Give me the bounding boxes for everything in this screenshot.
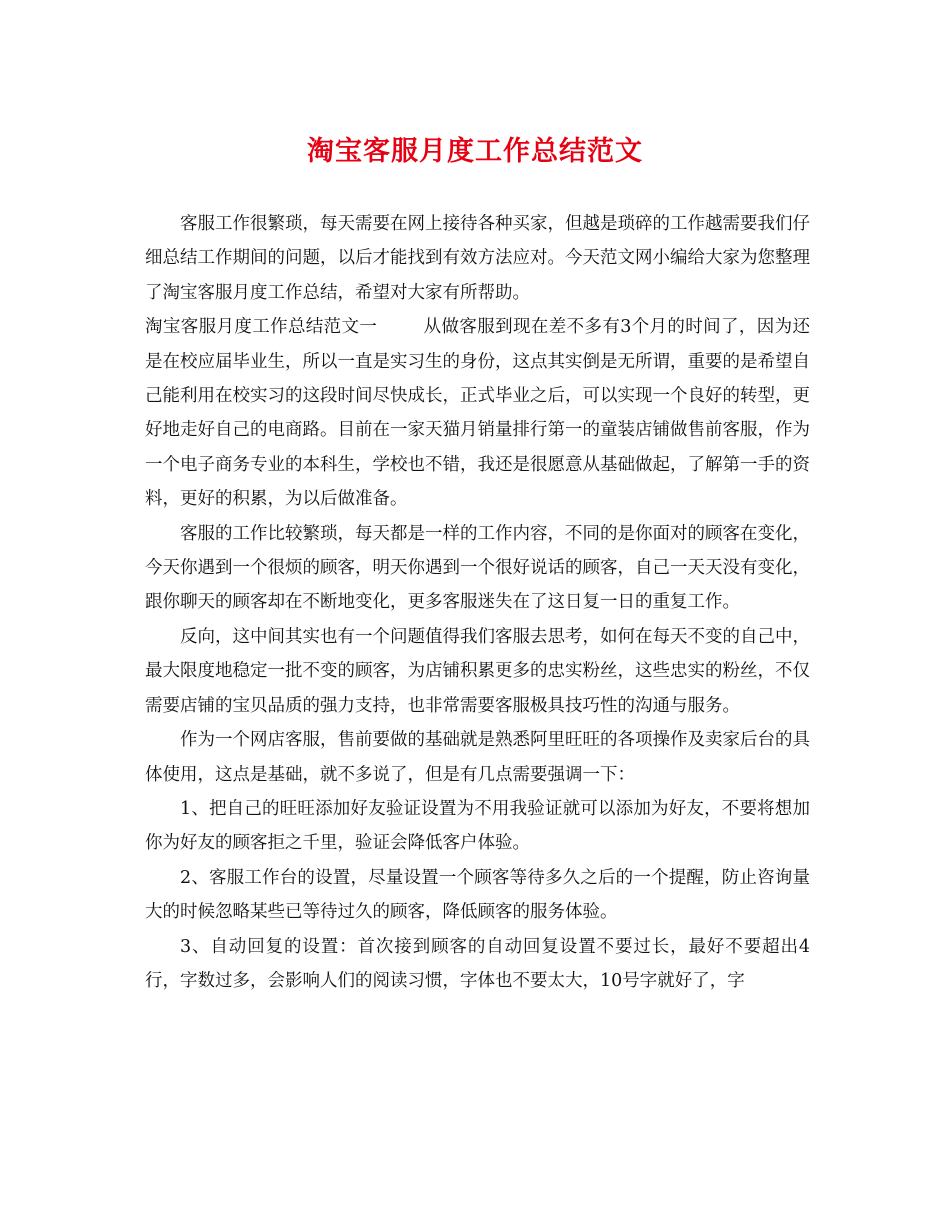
document-title: 淘宝客服月度工作总结范文 — [307, 136, 643, 167]
list-item-3: 3、自动回复的设置：首次接到顾客的自动回复设置不要过长，最好不要超出4行，字数过多，会影响人们的阅读习惯，字体也不要太大，10号字就好了，字 — [145, 936, 810, 991]
list-item-2: 2、客服工作台的设置，尽量设置一个顾客等待多久之后的一个提醒，防止咨询量大的时候忽略某些已等待过久的顾客，降低顾客的服务体验。 — [145, 867, 810, 923]
list-item-1: 1、把自己的旺旺添加好友验证设置为不用我验证就可以添加为好友，不要将想加你为好友的顾客拒之千里，验证会降低客户体验。 — [145, 798, 810, 854]
work-routine-paragraph: 客服的工作比较繁琐，每天都是一样的工作内容，不同的是你面对的顾客在变化，今天你遇到一个很烦的顾客，明天你遇到一个很好说话的顾客，自己一天天没有变化，跟你聊天的顾客却在不断地变化，更多客服迷失在了这日复一日的重复工作。 — [145, 523, 810, 613]
reflection-paragraph: 反向，这中间其实也有一个问题值得我们客服去思考，如何在每天不变的自己中，最大限度地稳定一批不变的顾客，为店铺积累更多的忠实粉丝，这些忠实的粉丝，不仅需要店铺的宝贝品质的强力支持，也非常需要客服极具技巧性的沟通与服务。 — [145, 626, 810, 716]
section-one-paragraph — [145, 310, 810, 516]
section-heading: 淘宝客服月度工作总结范文一 — [145, 317, 378, 338]
section-one-text: 从做客服到现在差不多有3个月的时间了，因为还是在校应届毕业生，所以一直是实习生的身份，这点其实倒是无所谓，重要的是希望自己能利用在校实习的这段时间尽快成长，正式毕业之后，可以实现一个良好的转型，更好地走好自己的电商路。目前在一家天猫月销量排行第一的童装店铺做售前客服，作为一个电子商务专业的本科生，学校也不错，我还是很愿意从基础做起，了解第一手的资料，更好的积累，为以后做准备。 — [145, 317, 810, 510]
basics-paragraph: 作为一个网店客服，售前要做的基础就是熟悉阿里旺旺的各项操作及卖家后台的具体使用，这点是基础，就不多说了，但是有几点需要强调一下： — [145, 730, 810, 785]
intro-paragraph: 客服工作很繁琐，每天需要在网上接待各种买家，但越是琐碎的工作越需要我们仔细总结工作期间的问题，以后才能找到有效方法应对。今天范文网小编给大家为您整理了淘宝客服月度工作总结，希望对大家有所帮助。 — [145, 214, 810, 303]
document-body — [145, 207, 810, 998]
